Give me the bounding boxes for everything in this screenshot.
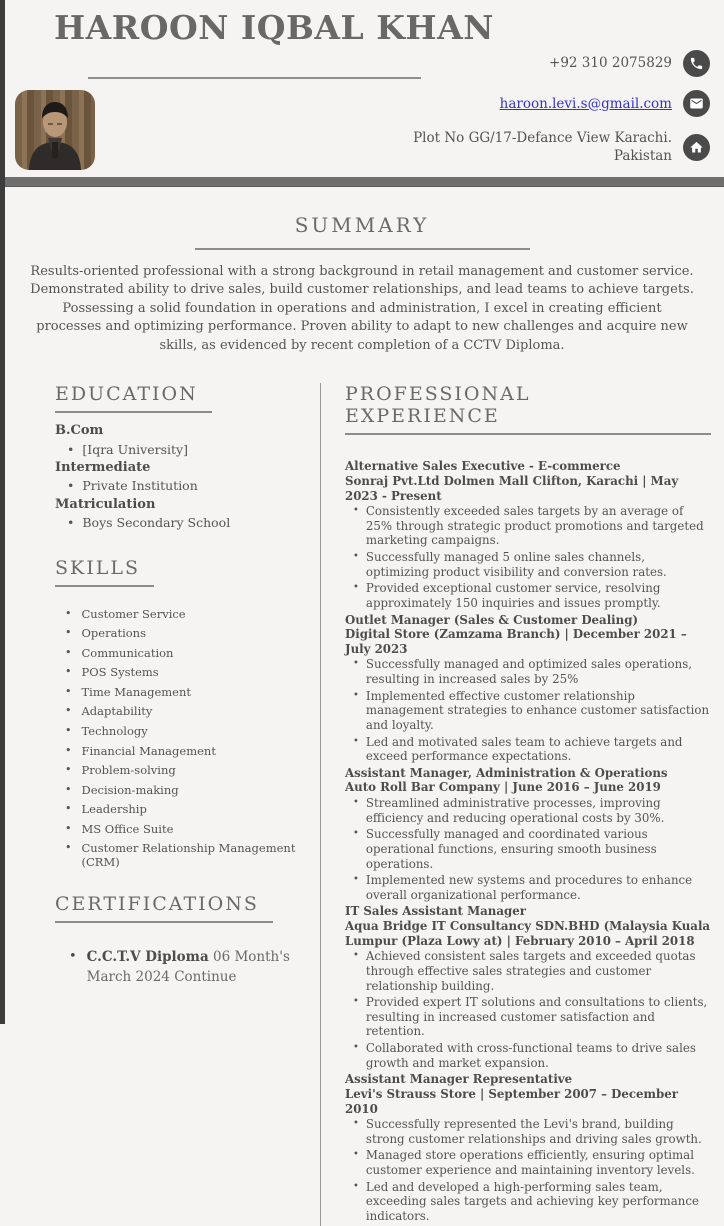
list-item bbox=[345, 689, 711, 733]
summary-title: SUMMARY bbox=[294, 213, 430, 237]
job-bullet-text: Led and developed a high-performing sales team, exceeding sales targets and achieving key performance indicators. bbox=[365, 1179, 699, 1223]
bullet-icon: • bbox=[353, 828, 359, 840]
education-degree: Matriculation bbox=[55, 497, 156, 513]
job-bullet-text: Provided expert IT solutions and consultations to clients, resulting in increased customer satisfaction and retention. bbox=[365, 995, 708, 1039]
list-item bbox=[55, 626, 320, 640]
job-company: Sonraj Pvt.Ltd Dolmen Mall Clifton, Karachi | May 2023 - Present bbox=[345, 473, 679, 503]
education-entry bbox=[55, 423, 320, 457]
email-icon bbox=[683, 90, 710, 117]
skill-label: POS Systems bbox=[81, 665, 159, 680]
list-item bbox=[345, 949, 711, 993]
home-icon bbox=[683, 134, 710, 161]
skill-label: Adaptability bbox=[81, 704, 153, 719]
bullet-icon: • bbox=[353, 582, 359, 594]
contact-block bbox=[413, 50, 710, 178]
job-bullet-text: Successfully managed and optimized sales operations, resulting in increased sales by 25% bbox=[365, 657, 693, 687]
bullet-icon: • bbox=[67, 441, 75, 457]
job-bullet-text: Provided exceptional customer service, resolving approximately 150 inquiries and issues promptly. bbox=[365, 581, 661, 610]
bullet-icon: • bbox=[65, 626, 72, 640]
list-item bbox=[345, 735, 711, 764]
right-column bbox=[345, 383, 711, 1225]
job-bullet-text: Streamlined administrative processes, improving efficiency and reducing operational costs by 30%. bbox=[365, 796, 665, 825]
job-bullets bbox=[345, 1117, 711, 1223]
job-bullet-text: Implemented effective customer relationship management strategies to enhance customer satisfaction and loyalty. bbox=[365, 688, 710, 732]
summary-text: Results-oriented professional with a strong background in retail management and customer service. Demonstrated ability to drive sales, build customer relationships, and lead teams to achieve targets. Possessing a solid foundation in operations and administration, I excel in creating efficient processes and optimizing performance. Proven ability to adapt to new challenges and acquire new skills, as evidenced by recent completion of a CCTV Diploma. bbox=[30, 264, 694, 353]
job-bullet-text: Collaborated with cross-functional teams to drive sales growth and market expansion. bbox=[365, 1041, 696, 1070]
job-title: Alternative Sales Executive - E-commerce bbox=[345, 459, 621, 474]
bullet-icon: • bbox=[353, 1042, 359, 1054]
bullet-icon: • bbox=[353, 689, 359, 701]
education-institution: Boys Secondary School bbox=[82, 515, 231, 531]
bullet-icon: • bbox=[353, 874, 359, 886]
skill-label: Customer Service bbox=[81, 606, 186, 621]
list-item bbox=[345, 1041, 711, 1070]
job-title: Assistant Manager Representative bbox=[345, 1072, 573, 1087]
job-bullet-text: Successfully managed and coordinated various operational functions, ensuring smooth business operations. bbox=[365, 827, 657, 871]
bullet-icon: • bbox=[353, 797, 359, 809]
list-item bbox=[345, 1117, 711, 1146]
profile-photo bbox=[15, 90, 95, 170]
list-item bbox=[55, 515, 320, 531]
list-item bbox=[345, 873, 711, 902]
list-item bbox=[55, 783, 320, 797]
experience-title: PROFESSIONAL EXPERIENCE bbox=[345, 383, 711, 435]
bullet-icon: • bbox=[353, 1118, 359, 1130]
list-item bbox=[55, 665, 320, 679]
skill-label: MS Office Suite bbox=[81, 821, 174, 836]
education-entry bbox=[55, 497, 320, 531]
bullet-icon: • bbox=[353, 1149, 359, 1161]
list-item bbox=[55, 744, 320, 758]
bullet-icon: • bbox=[65, 723, 72, 737]
bullet-icon: • bbox=[353, 1180, 359, 1192]
skill-label: Time Management bbox=[81, 684, 192, 699]
job-bullet-text: Achieved consistent sales targets and exceeded quotas through effective sales strategies and customer relationship building. bbox=[365, 949, 696, 993]
header-divider-bar bbox=[0, 177, 724, 187]
phone-icon bbox=[683, 50, 710, 77]
job-company: Aqua Bridge IT Consultancy SDN.BHD (Malaysia Kuala Lumpur (Plaza Lowy at) | February 2010 – April 2018 bbox=[345, 919, 711, 948]
bullet-icon: • bbox=[67, 478, 75, 494]
bullet-icon: • bbox=[65, 841, 72, 855]
address-line1: Plot No GG/17-Defance View Karachi. bbox=[413, 130, 672, 146]
skill-label: Communication bbox=[81, 645, 174, 660]
certification-entry bbox=[55, 947, 320, 988]
list-item bbox=[345, 504, 711, 548]
bullet-icon: • bbox=[353, 950, 359, 962]
bullet-icon: • bbox=[353, 551, 359, 563]
list-item bbox=[55, 947, 320, 988]
column-divider bbox=[320, 383, 321, 1225]
name-underline bbox=[88, 77, 421, 79]
header bbox=[0, 0, 724, 177]
job-bullet-text: Managed store operations efficiently, ensuring optimal customer experience and maintaining inventory levels. bbox=[365, 1148, 695, 1178]
left-edge-strip bbox=[0, 0, 5, 1024]
job-bullet-text: Successfully represented the Levi's brand, building strong customer relationships and driving sales growth. bbox=[365, 1117, 702, 1146]
list-item bbox=[345, 827, 711, 871]
email-link[interactable]: haroon.levi.s@gmail.com bbox=[499, 95, 672, 112]
list-item bbox=[55, 607, 320, 621]
skill-label: Technology bbox=[81, 723, 148, 738]
address-line2: Pakistan bbox=[613, 147, 672, 164]
main-columns bbox=[0, 383, 724, 1225]
skill-label: Decision-making bbox=[81, 782, 179, 797]
education-degree: Intermediate bbox=[55, 460, 151, 476]
contact-email-row bbox=[413, 90, 710, 117]
job-bullet-text: Consistently exceeded sales targets by an average of 25% through strategic product promotions and targeted marketing campaigns. bbox=[365, 504, 704, 548]
list-item bbox=[345, 581, 711, 610]
education-institution: [Iqra University] bbox=[82, 441, 188, 457]
job-bullets bbox=[345, 504, 711, 610]
bullet-icon: • bbox=[65, 782, 72, 796]
summary-section bbox=[0, 177, 724, 355]
list-item bbox=[55, 478, 320, 494]
job-entry bbox=[345, 1072, 711, 1223]
education-institution: Private Institution bbox=[82, 478, 198, 494]
certification-detail: 06 Month's March 2024 Continue bbox=[86, 949, 290, 986]
list-item bbox=[55, 704, 320, 718]
bullet-icon: • bbox=[353, 505, 359, 517]
summary-underline bbox=[195, 248, 530, 250]
phone-number: +92 310 2075829 bbox=[549, 54, 672, 71]
skills-list bbox=[55, 607, 320, 869]
list-item bbox=[55, 442, 320, 458]
job-entry bbox=[345, 904, 711, 1070]
job-bullets bbox=[345, 796, 711, 902]
job-entry bbox=[345, 766, 711, 903]
list-item bbox=[345, 550, 711, 579]
certification-text bbox=[87, 947, 320, 988]
bullet-icon: • bbox=[65, 704, 72, 718]
skill-label: Leadership bbox=[81, 802, 147, 817]
certifications-title: CERTIFICATIONS bbox=[55, 893, 273, 923]
profile-photo-illustration bbox=[15, 90, 95, 170]
job-title: Assistant Manager, Administration & Operations bbox=[345, 765, 668, 780]
bullet-icon: • bbox=[65, 645, 72, 659]
certification-name: C.C.T.V Diploma bbox=[86, 949, 209, 966]
list-item bbox=[345, 1148, 711, 1177]
job-entry bbox=[345, 459, 711, 610]
job-company: Digital Store (Zamzama Branch) | December 2021 – July 2023 bbox=[345, 627, 687, 656]
skill-label: Operations bbox=[81, 626, 146, 641]
bullet-icon: • bbox=[353, 658, 359, 670]
contact-address-row bbox=[413, 130, 710, 165]
left-column bbox=[55, 383, 320, 1225]
list-item bbox=[345, 796, 711, 825]
bullet-icon: • bbox=[65, 743, 72, 757]
bullet-icon: • bbox=[353, 996, 359, 1008]
job-company: Levi's Strauss Store | September 2007 – December 2010 bbox=[345, 1086, 678, 1116]
bullet-icon: • bbox=[65, 684, 72, 698]
skill-label: Financial Management bbox=[81, 743, 216, 758]
list-item bbox=[55, 685, 320, 699]
list-item bbox=[55, 724, 320, 738]
skill-label: Customer Relationship Management (CRM) bbox=[81, 841, 296, 870]
page-title: HAROON IQBAL KHAN bbox=[54, 8, 494, 47]
bullet-icon: • bbox=[65, 802, 72, 816]
job-bullets bbox=[345, 949, 711, 1070]
education-title: EDUCATION bbox=[55, 383, 212, 413]
job-entry bbox=[345, 613, 711, 764]
list-item bbox=[345, 1180, 711, 1224]
list-item bbox=[345, 657, 711, 686]
bullet-icon: • bbox=[353, 735, 359, 747]
list-item bbox=[345, 995, 711, 1039]
list-item bbox=[55, 802, 320, 816]
list-item bbox=[55, 841, 320, 869]
job-company: Auto Roll Bar Company | June 2016 – June 2019 bbox=[345, 780, 661, 795]
skill-label: Problem-solving bbox=[81, 763, 176, 778]
skills-title: SKILLS bbox=[55, 557, 154, 587]
bullet-icon: • bbox=[69, 949, 77, 965]
bullet-icon: • bbox=[65, 763, 72, 777]
address bbox=[413, 130, 672, 165]
bullet-icon: • bbox=[65, 606, 72, 620]
list-item bbox=[55, 763, 320, 777]
job-title: Outlet Manager (Sales & Customer Dealing) bbox=[345, 612, 639, 627]
education-degree: B.Com bbox=[55, 423, 104, 439]
education-entry bbox=[55, 460, 320, 494]
job-bullet-text: Implemented new systems and procedures to enhance overall organizational performance. bbox=[365, 873, 693, 902]
contact-phone-row bbox=[413, 50, 710, 77]
job-bullets bbox=[345, 657, 711, 763]
bullet-icon: • bbox=[67, 515, 75, 531]
bullet-icon: • bbox=[65, 665, 72, 679]
list-item bbox=[55, 822, 320, 836]
bullet-icon: • bbox=[65, 821, 72, 835]
job-bullet-text: Successfully managed 5 online sales channels, optimizing product visibility and conversion rates. bbox=[365, 550, 667, 579]
job-title: IT Sales Assistant Manager bbox=[345, 904, 526, 919]
list-item bbox=[55, 646, 320, 660]
job-bullet-text: Led and motivated sales team to achieve targets and exceed performance expectations. bbox=[365, 734, 683, 764]
